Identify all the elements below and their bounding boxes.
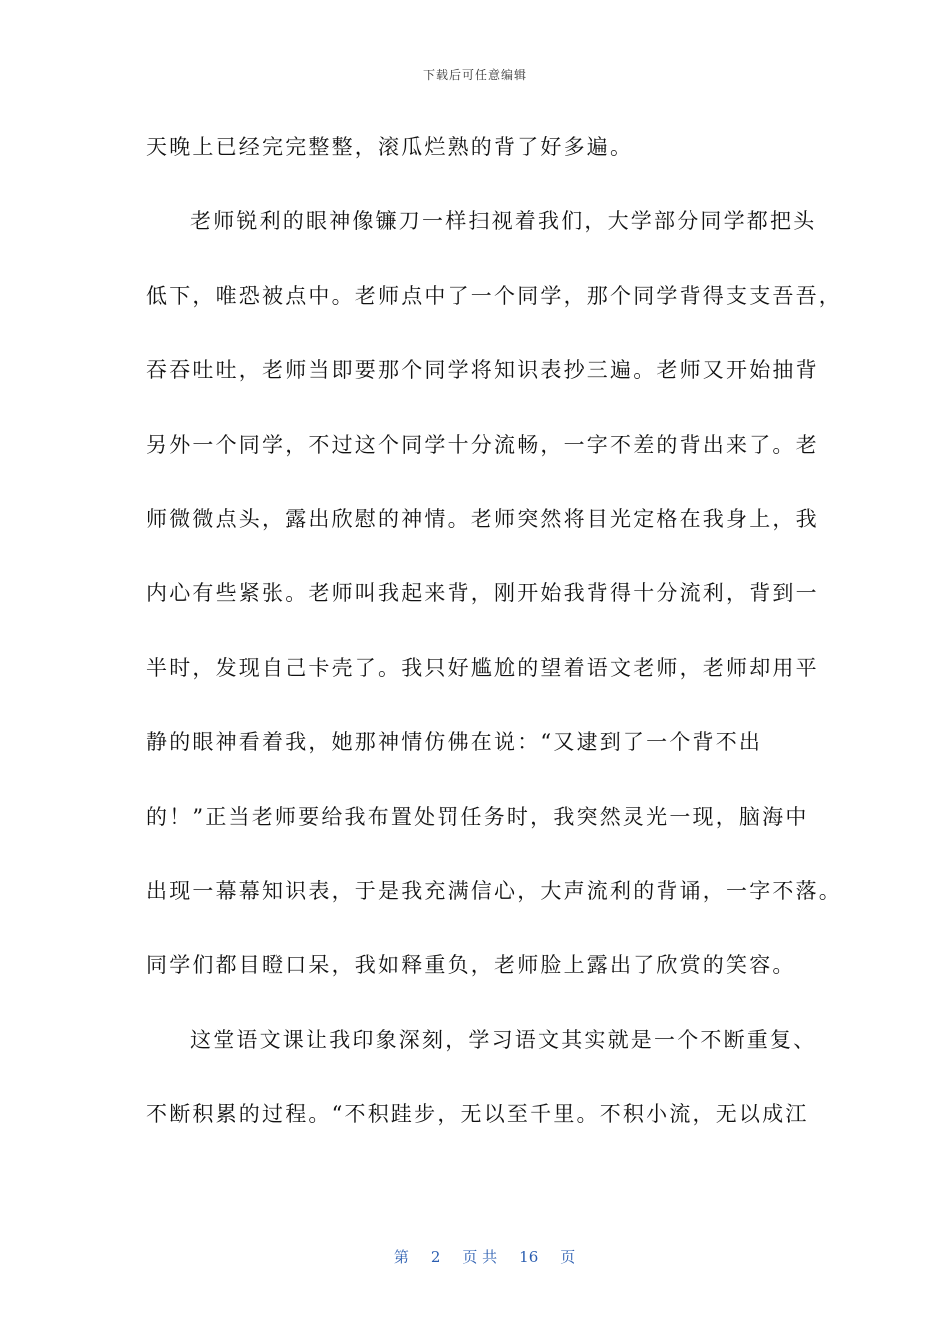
header-note: 下载后可任意编辑 bbox=[422, 68, 527, 82]
footer-page-number: 2 bbox=[430, 1248, 441, 1266]
text-line: 静的眼神看着我，她那神情仿佛在说：“又逮到了一个背不出 bbox=[146, 730, 763, 755]
text-line: 师微微点头，露出欣慰的神情。老师突然将目光定格在我身上，我 bbox=[146, 506, 819, 531]
text-line: 不断积累的过程。“不积跬步，无以至千里。不积小流，无以成江 bbox=[146, 1102, 809, 1127]
footer-total-pages: 16 bbox=[519, 1248, 539, 1266]
footer-prefix: 第 bbox=[393, 1248, 409, 1266]
body-text bbox=[146, 124, 842, 1165]
text-line: 的！”正当老师要给我布置处罚任务时，我突然灵光一现，脑海中 bbox=[146, 804, 809, 829]
text-line: 另外一个同学，不过这个同学十分流畅，一字不差的背出来了。老 bbox=[146, 432, 819, 457]
footer-middle: 页 共 bbox=[462, 1248, 498, 1266]
text-line: 吞吞吐吐，老师当即要那个同学将知识表抄三遍。老师又开始抽背 bbox=[146, 358, 819, 383]
page-footer bbox=[0, 1228, 950, 1285]
text-line: 内心有些紧张。老师叫我起来背，刚开始我背得十分流利，背到一 bbox=[146, 581, 819, 606]
text-line: 这堂语文课让我印象深刻，学习语文其实就是一个不断重复、 bbox=[190, 1027, 817, 1052]
text-line: 老师锐利的眼神像镰刀一样扫视着我们，大学部分同学都把头 bbox=[190, 209, 817, 234]
text-line: 出现一幕幕知识表，于是我充满信心，大声流利的背诵，一字不落。 bbox=[146, 878, 842, 903]
text-line: 低下，唯恐被点中。老师点中了一个同学，那个同学背得支支吾吾， bbox=[146, 283, 842, 308]
footer-suffix: 页 bbox=[560, 1248, 576, 1266]
text-line: 天晚上已经完完整整，滚瓜烂熟的背了好多遍。 bbox=[146, 135, 634, 159]
text-line: 半时，发现自己卡壳了。我只好尴尬的望着语文老师，老师却用平 bbox=[146, 655, 819, 680]
text-line: 同学们都目瞪口呆，我如释重负，老师脸上露出了欣赏的笑容。 bbox=[146, 953, 796, 978]
